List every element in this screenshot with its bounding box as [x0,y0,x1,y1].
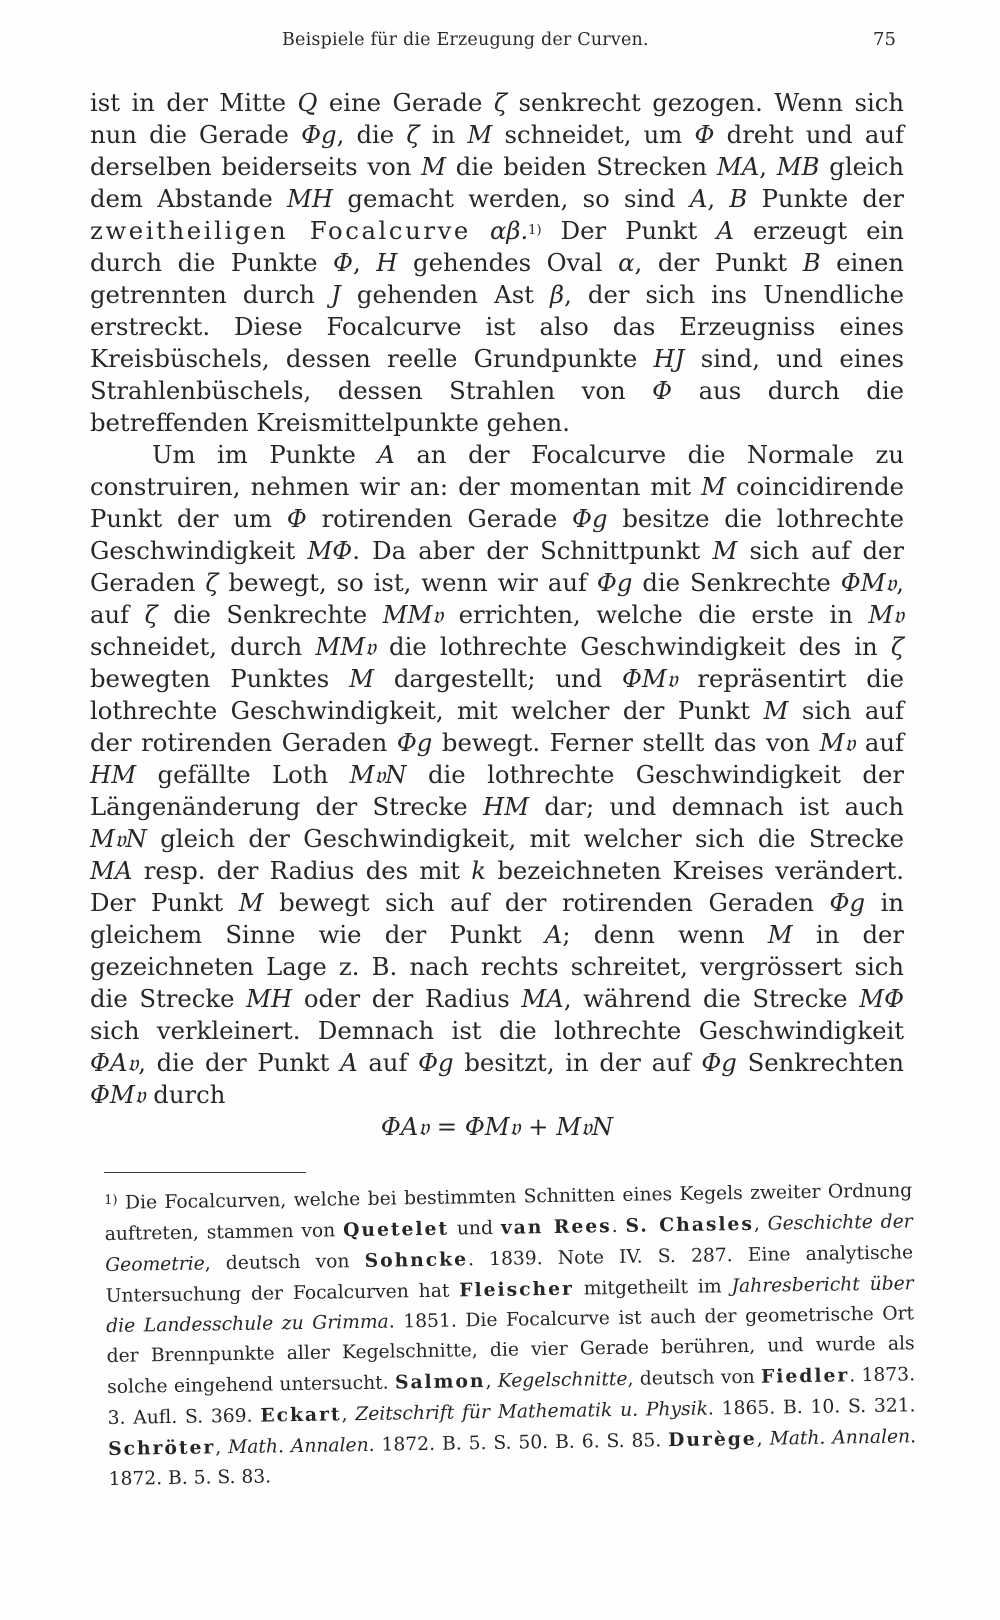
author-name: Schröter [107,1436,216,1460]
footnote-reference: 1) [528,223,542,238]
author-name: S. Chasles [625,1212,755,1237]
work-title: Zeitschrift für Mathematik u. Physik [355,1398,709,1426]
author-name: Fiedler [760,1364,850,1388]
formula-expression: ΦA𝔳 = ΦM𝔳 + M𝔳N [380,1112,614,1141]
author-name: van Rees [500,1215,612,1239]
work-title: Geschichte der Geometrie [105,1211,913,1276]
paragraph-2: Um im Punkte A an der Focalcurve die Normale zu construiren, nehmen wir an: der momentan mit M coincidirende Punkt der um Φ rotirenden Gerade Φg besitze die lothrechte Geschwindigkeit MΦ. Da aber der Schnittpunkt M sich auf der Geraden ζ bewegt, so ist, wenn wir auf Φg die Senkrechte ΦM𝔳, auf ζ die Senkrechte MM𝔳 errichten, welche die erste in M𝔳 schneidet, durch MM𝔳 die lothrechte Geschwindigkeit des in ζ bewegten Punktes M dargestellt; und ΦM𝔳 repräsentirt die lothrechte Geschwindigkeit, mit welcher der Punkt M sich auf der rotirenden Geraden Φg bewegt. Ferner stellt das von M𝔳 auf HM gefällte Loth M𝔳N die lothrechte Geschwindigkeit der Längenänderung der Strecke HM dar; und demnach ist auch M𝔳N gleich der Geschwindigkeit, mit welcher sich die Strecke MA resp. der Radius des mit k bezeichneten Kreises verändert. Der Punkt M bewegt sich auf der rotirenden Geraden Φg in gleichem Sinne wie der Punkt A; denn wenn M in der gezeichneten Lage z. B. nach rechts schreitet, vergrössert sich die Strecke MH oder der Radius MA, während die Strecke MΦ sich verkleinert. Demnach ist die lothrechte Geschwindigkeit ΦA𝔳, die der Punkt A auf Φg besitzt, in der auf Φg Senkrechten ΦM𝔳 durch [90,440,905,1109]
author-name: Quetelet [342,1217,450,1242]
work-title: Kegelschnitte [497,1368,628,1392]
footnote-rule [104,1172,306,1173]
author-name: Sohncke [364,1248,469,1272]
work-title: Math. Annalen [769,1426,911,1450]
author-name: Eckart [260,1403,342,1427]
footnote-mark: 1) [104,1192,118,1208]
author-name: Salmon [394,1370,486,1394]
running-head: Beispiele für die Erzeugung der Curven. [282,30,649,50]
main-text [90,87,904,1143]
formula [90,1111,904,1143]
paragraph-1: ist in der Mitte Q eine Gerade ζ senkrecht gezogen. Wenn sich nun die Gerade Φg, die ζ in M schneidet, um Φ dreht und auf derselben beiderseits von M die beiden Strecken MA, MB gleich dem Abstande MH gemacht werden, so sind A, B Punkte der zweitheiligen Focalcurve αβ.$^{1)}$ Der Punkt A erzeugt ein durch die Punkte Φ, H gehendes Oval α, der Punkt B einen getrennten durch J gehenden Ast β, der sich ins Unendliche erstreckt. Diese Focalcurve ist also das Erzeugniss eines Kreisbüschels, dessen reelle Grundpunkte HJ sind, und eines Strahlenbüschels, dessen Strahlen von Φ aus durch die betreffenden Kreismittelpunkte gehen. [90,88,905,437]
work-title: Math. Annalen [228,1434,369,1459]
author-name: Durège [668,1427,757,1452]
work-title: Jahresbericht über die Landesschule zu Grimma [106,1273,914,1337]
author-name: Fleischer [459,1277,575,1302]
page-number: 75 [873,29,896,50]
spaced-term: zweitheiligen Focalcurve [90,216,471,245]
footnote: $^{1)}$ Die Focalcurven, welche bei bestimmten Schnitten eines Kegels zweiter Ordnung auftreten, stammen von Quetelet und van Rees. S. Chasles, Geschichte der Geometrie, deutsch von Sohncke. 1839. Note IV. S. 287. Eine analytische Untersuchung der Focalcurven hat Fleischer mitgetheilt im Jahresbericht über die Landesschule zu Grimma. 1851. Die Focalcurve ist auch der geometrische Ort der Brennpunkte aller Kegelschnitte, die vier Gerade berühren, und wurde als solche eingehend untersucht. Salmon, Kegelschnitte, deutsch von Fiedler. 1873. 3. Aufl. S. 369. Eckart, Zeitschrift für Mathematik u. Physik. 1865. B. 10. S. 321. Schröter, Math. Annalen. 1872. B. 5. S. 50. B. 6. S. 85. Durège, Math. Annalen. 1872. B. 5. S. 83. [104,1180,917,1490]
